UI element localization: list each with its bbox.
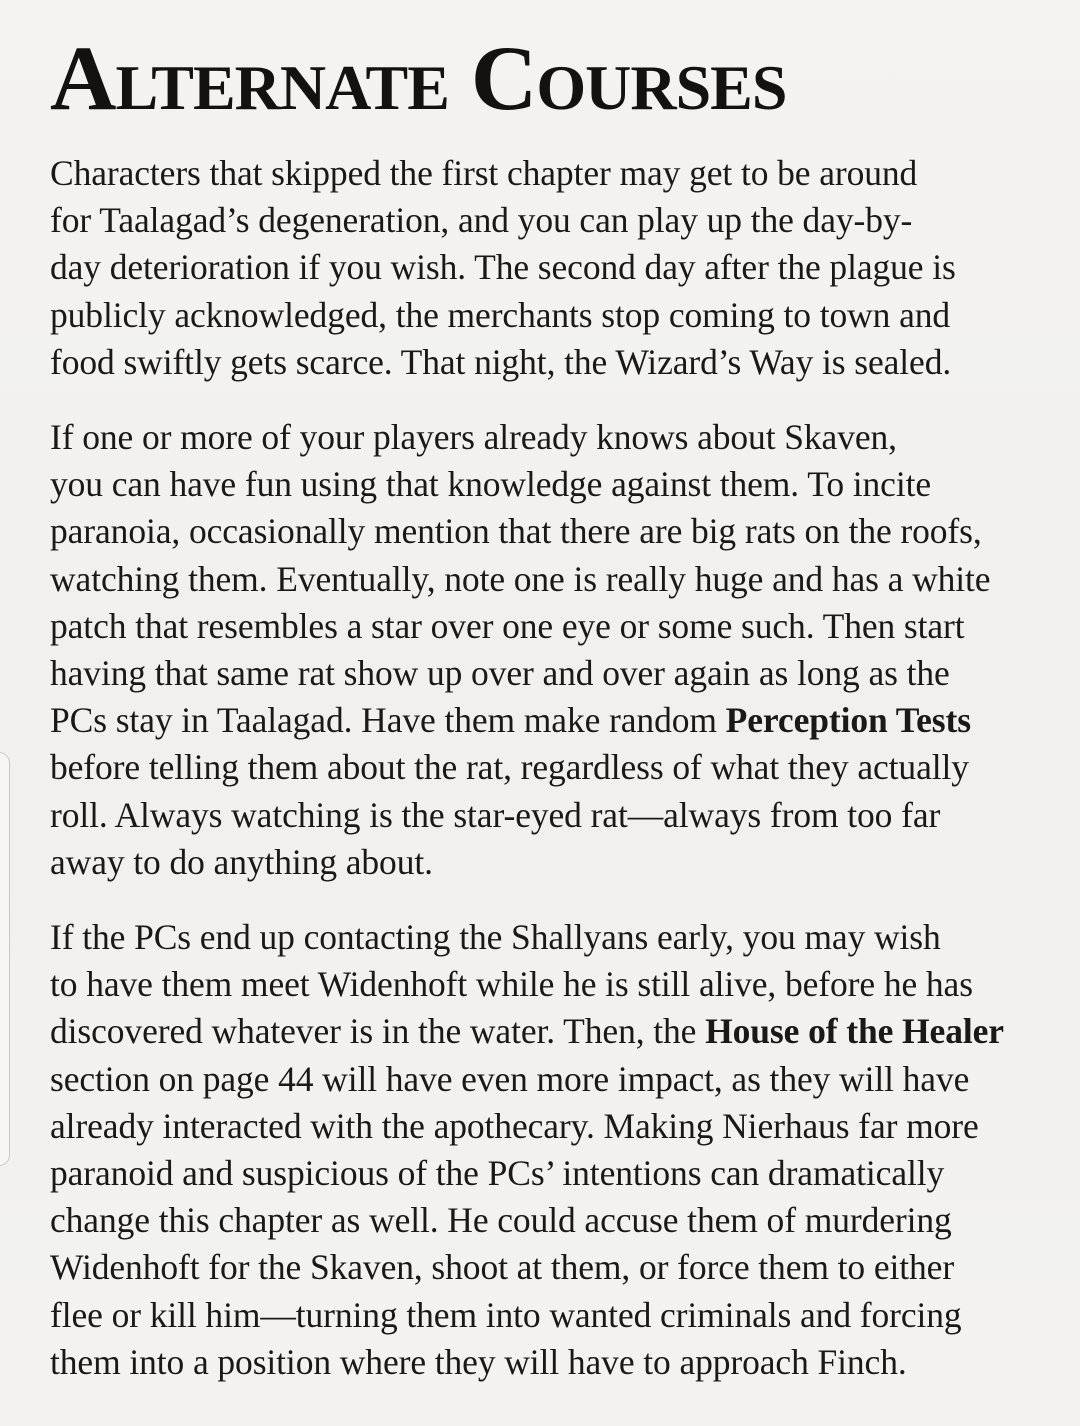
text-line: [50, 914, 1060, 961]
text-run: day deterioration if you wish. The second day after the plague is: [50, 247, 956, 288]
text-run: patch that resembles a star over one eye or some such. Then start: [50, 605, 965, 646]
text-line: [50, 461, 1060, 508]
text-line: [50, 244, 1060, 291]
text-line: [50, 1150, 1060, 1197]
text-run: food swiftly gets scarce. That night, the Wizard’s Way is sealed.: [50, 341, 952, 382]
bold-term: House of the Healer: [705, 1011, 1004, 1052]
text-line: [50, 697, 1060, 744]
text-line: [50, 1339, 1060, 1386]
text-run: discovered whatever is in the water. Then, the: [50, 1011, 706, 1052]
text-run: flee or kill him—turning them into wanted criminals and forcing: [50, 1294, 962, 1335]
text-run: you can have fun using that knowledge against them. To incite: [50, 464, 932, 505]
text-line: [50, 508, 1060, 555]
text-line: [50, 792, 1060, 839]
text-run: away to do anything about.: [50, 841, 433, 882]
text-run: them into a position where they will have to approach Finch.: [50, 1341, 907, 1382]
paragraph-1: [50, 150, 1060, 386]
text-run: If one or more of your players already knows about Skaven,: [50, 417, 897, 458]
text-run: having that same rat show up over and over again as long as the: [50, 653, 950, 694]
text-line: [50, 1244, 1060, 1291]
text-line: [50, 603, 1060, 650]
paragraph-2: [50, 414, 1060, 886]
page-content: [50, 28, 1060, 1386]
text-run: roll. Always watching is the star-eyed rat—always from too far: [50, 794, 941, 835]
text-line: [50, 650, 1060, 697]
text-run: watching them. Eventually, note one is really huge and has a white: [50, 558, 991, 599]
text-line: [50, 1197, 1060, 1244]
text-line: [50, 1008, 1060, 1055]
text-line: [50, 414, 1060, 461]
text-run: change this chapter as well. He could accuse them of murdering: [50, 1200, 952, 1241]
text-run: to have them meet Widenhoft while he is still alive, before he has: [50, 964, 973, 1005]
text-run: publicly acknowledged, the merchants stop coming to town and: [50, 294, 951, 335]
text-run: before telling them about the rat, regardless of what they actually: [50, 747, 969, 788]
scroll-handle[interactable]: [0, 752, 10, 1166]
text-run: Widenhoft for the Skaven, shoot at them, or force them to either: [50, 1247, 955, 1288]
text-run: PCs stay in Taalagad. Have them make random: [50, 700, 726, 741]
text-line: [50, 1056, 1060, 1103]
text-line: [50, 744, 1060, 791]
text-line: [50, 292, 1060, 339]
text-line: [50, 961, 1060, 1008]
paragraph-3: [50, 914, 1060, 1386]
text-line: [50, 197, 1060, 244]
bold-term: Perception Tests: [725, 700, 971, 741]
text-run: paranoia, occasionally mention that there are big rats on the roofs,: [50, 511, 982, 552]
text-run: section on page 44 will have even more impact, as they will have: [50, 1058, 970, 1099]
text-line: [50, 1103, 1060, 1150]
text-run: already interacted with the apothecary. Making Nierhaus far more: [50, 1105, 979, 1146]
text-line: [50, 150, 1060, 197]
text-line: [50, 1292, 1060, 1339]
text-line: [50, 839, 1060, 886]
text-run: Characters that skipped the first chapter may get to be around: [50, 153, 918, 193]
text-line: [50, 339, 1060, 386]
text-run: If the PCs end up contacting the Shallyans early, you may wish: [50, 917, 941, 958]
text-line: [50, 556, 1060, 603]
text-run: for Taalagad’s degeneration, and you can play up the day-by-: [50, 200, 913, 241]
page-title: Alternate Courses: [50, 27, 787, 129]
text-run: paranoid and suspicious of the PCs’ intentions can dramatically: [50, 1153, 945, 1194]
